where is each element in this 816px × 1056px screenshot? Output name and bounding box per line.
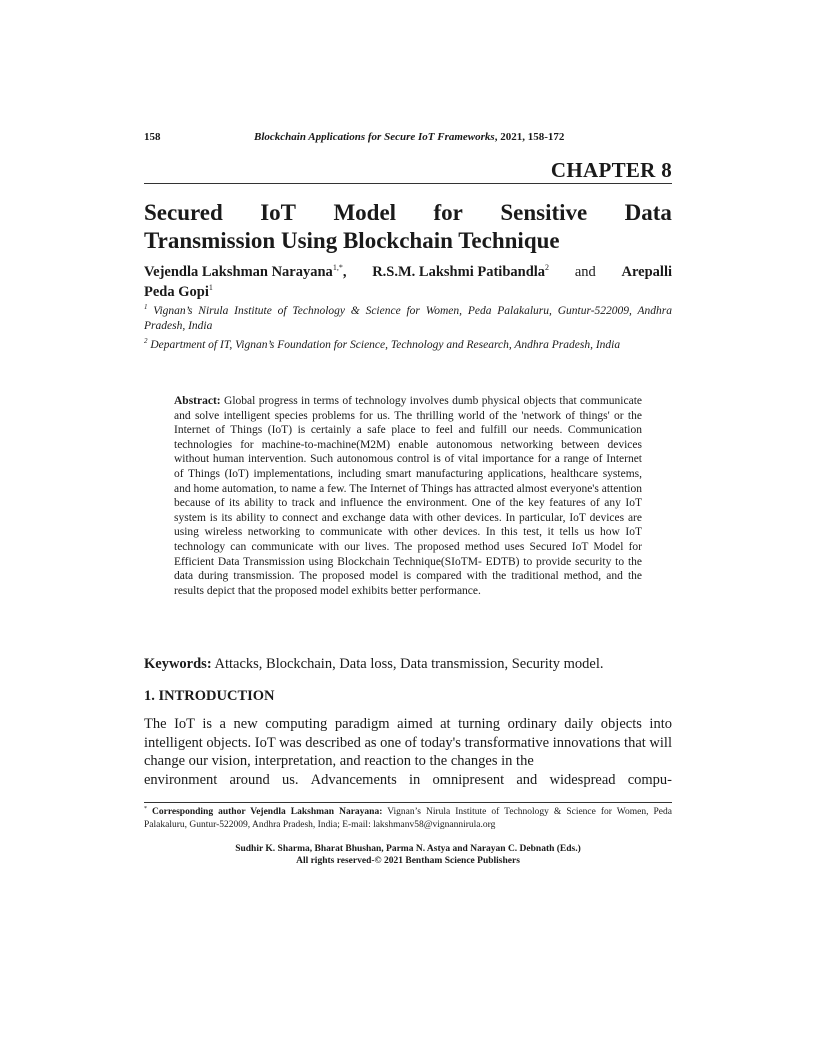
intro-word: and bbox=[516, 771, 538, 788]
chapter-divider bbox=[144, 183, 672, 184]
author-conjunction: and bbox=[574, 264, 596, 280]
chapter-label: CHAPTER 8 bbox=[550, 158, 672, 182]
section-heading: 1. INTRODUCTION bbox=[144, 688, 275, 704]
title-word: IoT bbox=[260, 200, 297, 225]
affiliation-2-sup: 2 bbox=[144, 337, 148, 346]
keywords-label: Keywords: bbox=[144, 656, 212, 672]
intro-word: in bbox=[409, 771, 421, 788]
author-1 bbox=[144, 262, 346, 282]
introduction-paragraph bbox=[144, 715, 672, 789]
footnote-marker: * bbox=[144, 805, 147, 812]
affiliation-1 bbox=[144, 304, 672, 334]
intro-word: around bbox=[229, 771, 270, 788]
intro-word: us. bbox=[281, 771, 299, 788]
affiliation-1-text: Vignan’s Nirula Institute of Technology & Science for Women, Peda Palakaluru, Guntur-522009, Andhra Pradesh, India bbox=[144, 305, 672, 332]
footnote-label: Corresponding author Vejendla Lakshman Narayana: bbox=[147, 807, 383, 817]
abstract bbox=[174, 394, 642, 598]
journal-name: Blockchain Applications for Secure IoT Frameworks bbox=[254, 131, 495, 143]
title-line-2: Transmission Using Blockchain Technique bbox=[144, 228, 560, 253]
intro-word: Advancements bbox=[310, 771, 397, 788]
abstract-text: Global progress in terms of technology involves dumb physical objects that communicate and solve intelligent species problems for us. The thrilling world of the 'network of things' or the Internet of Things (IoT) is certainly a safe place to feel and fulfill our needs. Communication technologies for machine-to-machine(M2M) enable autonomous networking between devices without human intervention. Such autonomous control is of vital importance for a range of Internet of Things (IoT) implementations, including smart manufacturing applications, healthcare systems, and home automation, to name a few. The Internet of Things has attracted almost everyone's attention because of its ability to track and influence the environment. One of the key features of any IoT system is its ability to connect and exchange data with other devices. In particular, IoT devices are using wireless networking to communicate with other devices. In this test, it tells us how IoT technology can communicate with our lives. The proposed method uses Secured IoT Model for Efficient Data Transmission using Blockchain Technique(SIoTM- EDTB) to provide security to the data during transmission. The proposed model is compared with the traditional method, and the results depict that the proposed model exhibits better performance. bbox=[174, 395, 642, 597]
intro-word: omnipresent bbox=[432, 771, 505, 788]
author-separator: , bbox=[342, 264, 347, 280]
author-3-name-part2: Peda Gopi bbox=[144, 284, 209, 300]
affiliation-1-sup: 1 bbox=[144, 303, 148, 312]
title-word: Model bbox=[333, 200, 397, 225]
page-number: 158 bbox=[144, 131, 161, 143]
footnote-text: Vignan’s Nirula Institute of Technology & Science for Women, Peda Palakaluru, Guntur-522009, Andhra Pradesh, India; E-mail: lakshmanv58@vignannirula.org bbox=[144, 807, 672, 830]
paper-title bbox=[144, 199, 672, 255]
author-2-sup: 2 bbox=[545, 263, 550, 273]
title-word: Sensitive bbox=[500, 200, 588, 225]
author-2 bbox=[372, 262, 549, 282]
title-line-1 bbox=[144, 199, 672, 227]
author-2-name: R.S.M. Lakshmi Patibandla bbox=[372, 264, 546, 280]
journal-citation bbox=[254, 131, 564, 143]
editors-block bbox=[144, 843, 672, 867]
title-word: Secured bbox=[144, 200, 223, 225]
intro-word: environment bbox=[144, 771, 218, 788]
author-line-1 bbox=[144, 262, 672, 282]
intro-last-line bbox=[144, 771, 672, 790]
author-3-name-part1: Arepalli bbox=[621, 264, 672, 280]
keywords-text: Attacks, Blockchain, Data loss, Data transmission, Security model. bbox=[211, 656, 604, 672]
editors-line: Sudhir K. Sharma, Bharat Bhushan, Parma N. Astya and Narayan C. Debnath (Eds.) bbox=[235, 844, 581, 854]
author-1-name: Vejendla Lakshman Narayana bbox=[144, 264, 333, 280]
title-word: for bbox=[433, 200, 463, 225]
author-3-sup: 1 bbox=[208, 283, 213, 293]
author-list bbox=[144, 262, 672, 302]
author-1-sup: 1,* bbox=[332, 263, 343, 273]
copyright-line: All rights reserved-© 2021 Bentham Science Publishers bbox=[296, 856, 520, 866]
keywords bbox=[144, 655, 672, 673]
author-line-2 bbox=[144, 282, 672, 302]
footnote bbox=[144, 806, 672, 831]
affiliation-2-text: Department of IT, Vignan’s Foundation for Science, Technology and Research, Andhra Pradesh, India bbox=[147, 339, 621, 351]
intro-text: The IoT is a new computing paradigm aimed at turning ordinary daily objects into intelligent objects. IoT was described as one of today's transformative innovations that will change our vision, interpretation, and reaction to the changes in the bbox=[144, 716, 672, 769]
journal-year: , 2021, 158-172 bbox=[494, 131, 565, 143]
affiliation-2 bbox=[144, 338, 672, 353]
footnote-divider bbox=[144, 802, 672, 803]
abstract-label: Abstract: bbox=[174, 395, 221, 407]
intro-word: widespread bbox=[549, 771, 616, 788]
intro-word: compu- bbox=[627, 771, 672, 788]
title-word: Data bbox=[624, 200, 672, 225]
running-head bbox=[144, 131, 672, 147]
